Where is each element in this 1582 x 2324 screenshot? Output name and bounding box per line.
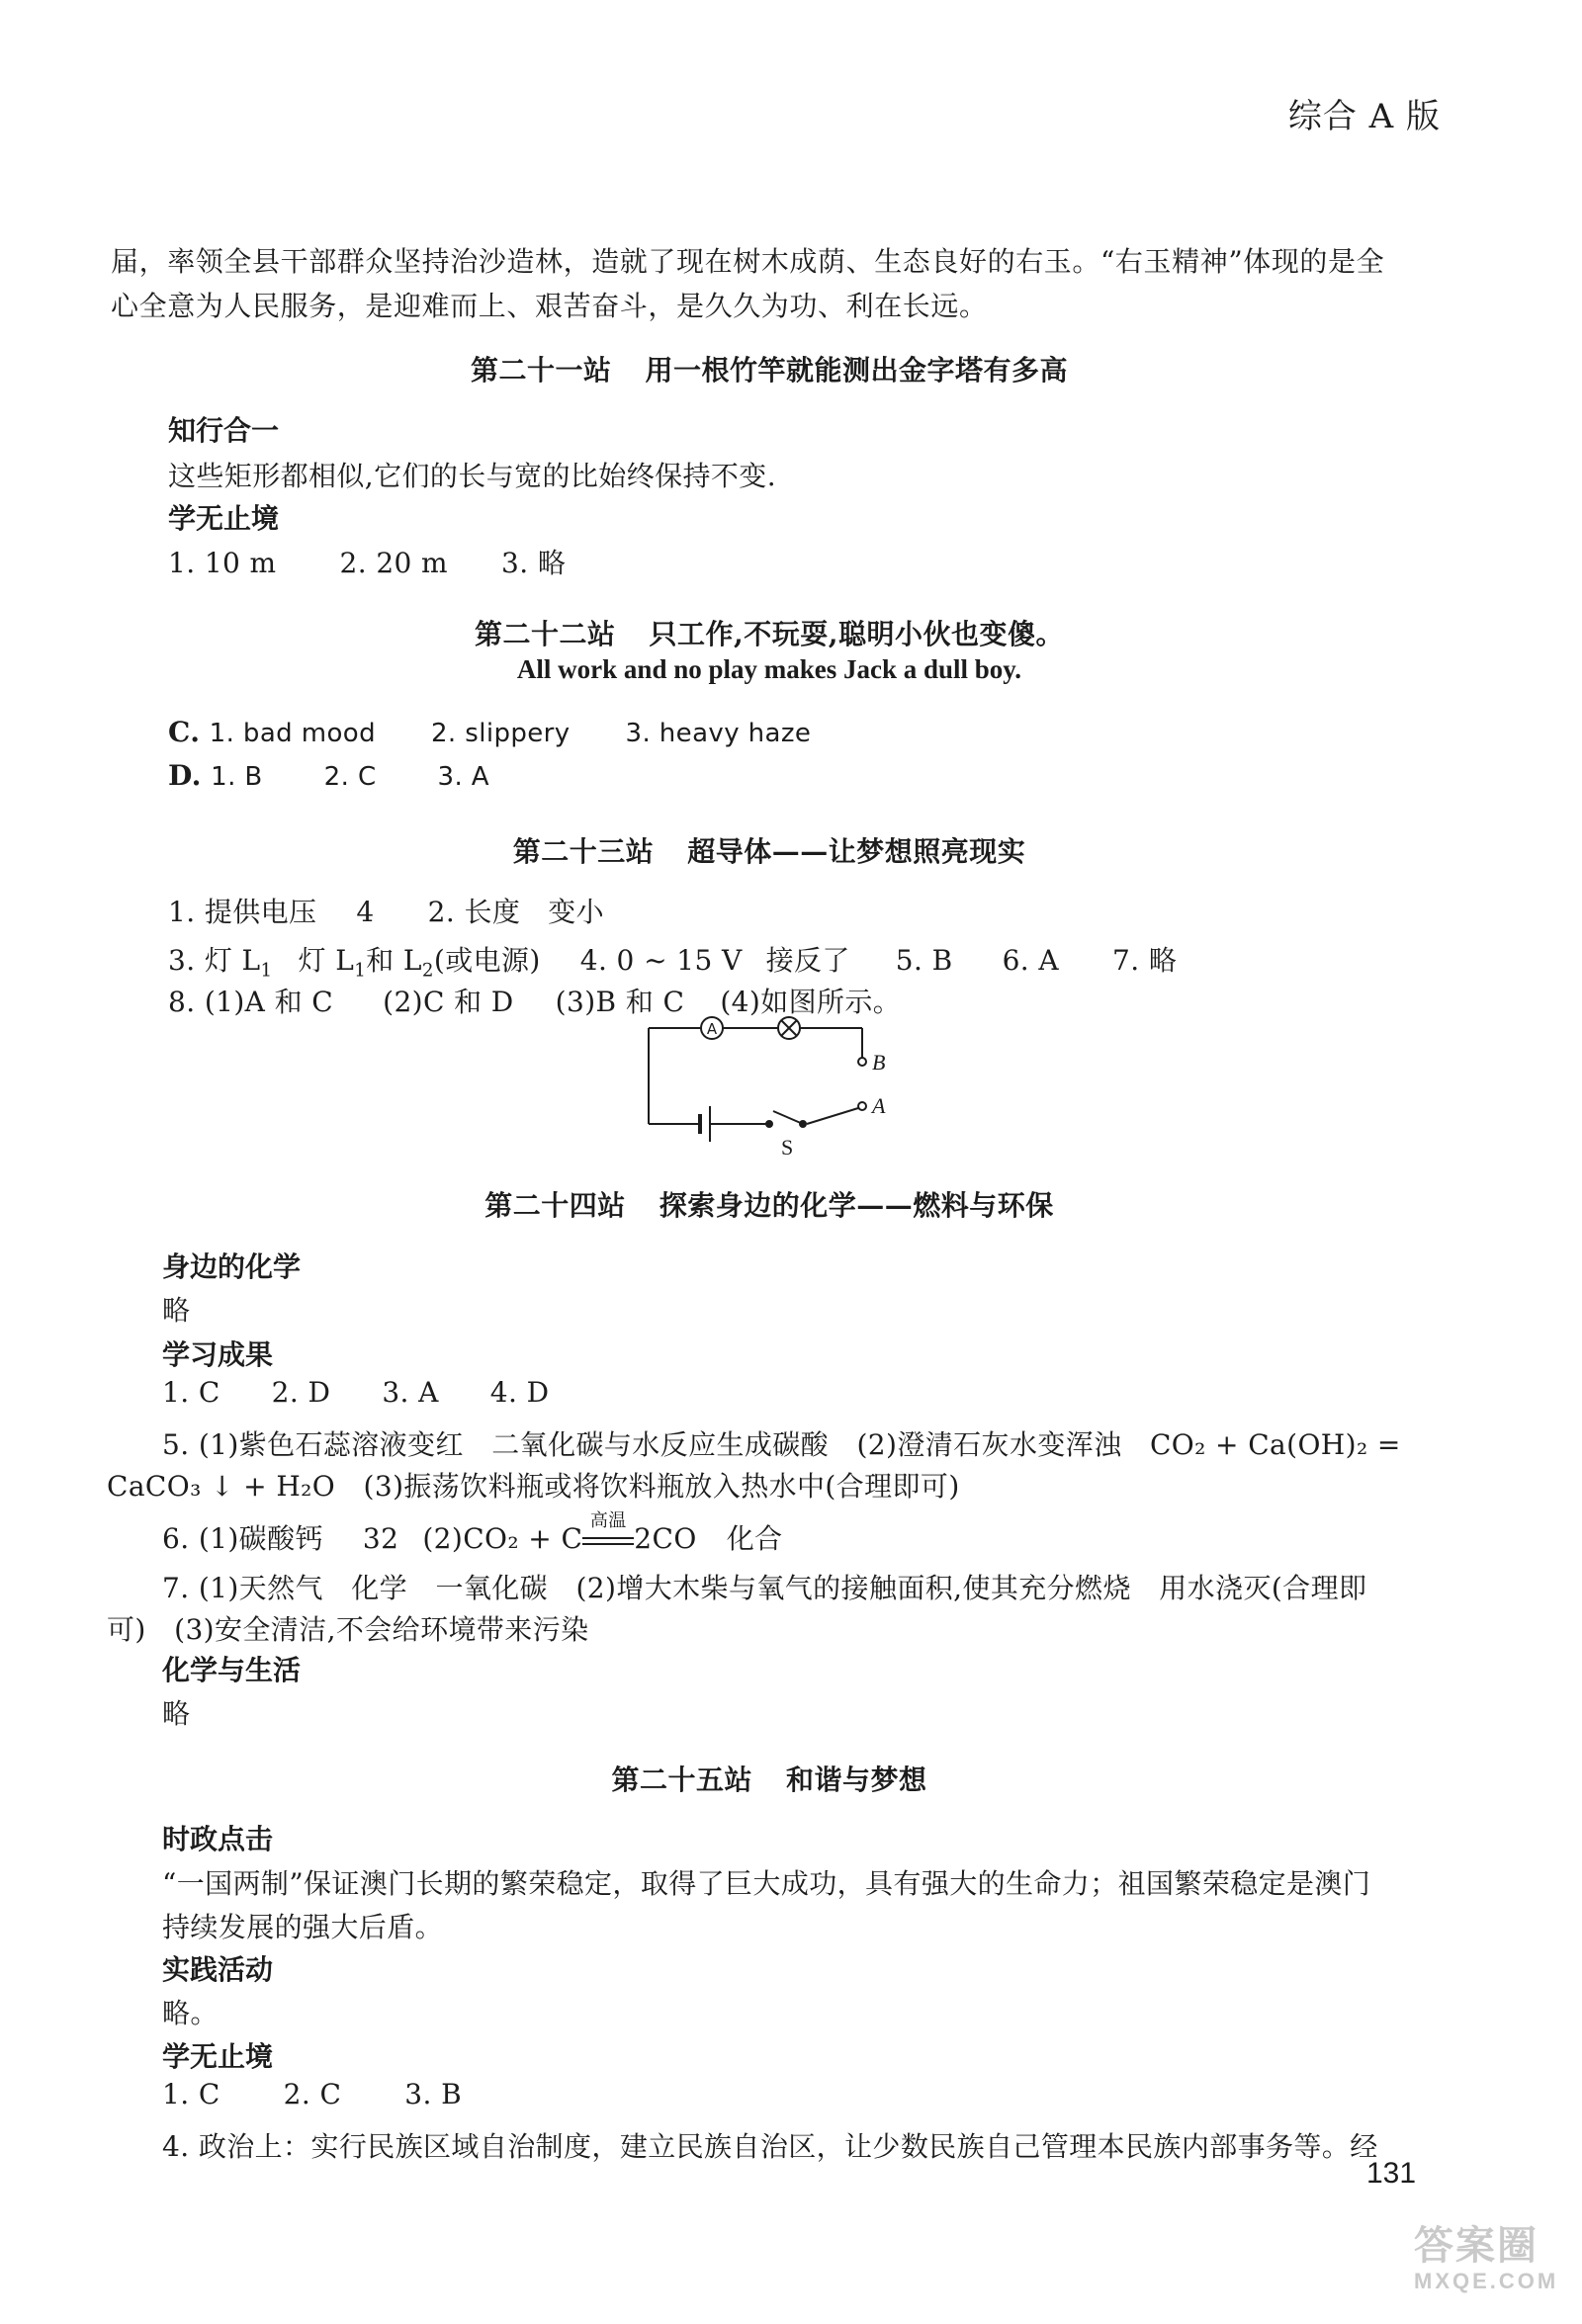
station-23-number: 第二十三站 xyxy=(512,835,655,868)
s23-line-1 xyxy=(168,891,604,930)
station-24-number: 第二十四站 xyxy=(484,1189,626,1222)
s24-q1: 1. C xyxy=(162,1376,220,1409)
intro-line-2: 心全意为人民服务，是迎难而上、艰苦奋斗，是久久为功、利在长远。 xyxy=(111,290,988,322)
s23-q3b: 灯 $L_1$和 $L_2$(或电源) xyxy=(298,944,541,982)
station-21-number: 第二十一站 xyxy=(470,354,612,387)
s23-q2: 2. 长度 xyxy=(427,896,521,928)
s23-q8-1: 8. (1)A 和 C xyxy=(168,986,334,1018)
s25-subheading-shijian: 实践活动 xyxy=(162,1953,274,1986)
s25-subheading-shizheng: 时政点击 xyxy=(162,1823,274,1855)
s25-subheading-xuewu: 学无止境 xyxy=(162,2040,274,2073)
s22-answers-d xyxy=(168,759,489,792)
station-21-heading xyxy=(0,349,1538,388)
s21-answer-1: 1. 10 m xyxy=(168,547,277,579)
station-23-title: 超导体——让梦想照亮现实 xyxy=(687,835,1026,868)
terminal-a-label: A xyxy=(872,1093,886,1118)
s24-q6-condition: 高温 xyxy=(582,1522,634,1555)
s23-q5: 5. B xyxy=(895,944,953,977)
s21-subheading-zhixing: 知行合一 xyxy=(168,414,280,447)
s25-text-1-line-1: “一国两制”保证澳门长期的繁荣稳定，取得了巨大成功，具有强大的生命力；祖国繁荣稳定是澳门 xyxy=(162,1867,1371,1900)
terminal-a-icon xyxy=(858,1102,866,1110)
station-25-heading xyxy=(0,1759,1538,1798)
page-number: 131 xyxy=(1366,2157,1417,2190)
s23-line-2 xyxy=(168,939,1177,982)
s24-q6-c: (2)CO₂ + C xyxy=(422,1522,583,1555)
watermark-logo: 答案圈 MXQE.COM xyxy=(1414,2224,1559,2293)
s24-subheading-chengguo: 学习成果 xyxy=(162,1338,274,1371)
s22-c-3: 3. heavy haze xyxy=(625,719,812,748)
s25-q3: 3. B xyxy=(404,2078,463,2110)
station-24-title: 探索身边的化学——燃料与环保 xyxy=(659,1189,1054,1222)
edition-label: 综合 A 版 xyxy=(1287,97,1441,136)
s22-c-1: 1. bad mood xyxy=(209,719,376,748)
s22-c-2: 2. slippery xyxy=(430,719,571,748)
s24-answers-1-4 xyxy=(162,1376,549,1409)
s23-q8-4: (4)如图所示。 xyxy=(720,986,902,1018)
s24-q4: 4. D xyxy=(489,1376,550,1409)
s21-answers xyxy=(168,542,566,581)
s24-q2: 2. D xyxy=(271,1376,331,1409)
station-23-heading xyxy=(0,830,1538,870)
s24-q7-line-1: 7. (1)天然气 化学 一氧化碳 (2)增大木柴与氧气的接触面积,使其充分燃烧 用水浇灭(合理即 xyxy=(162,1572,1367,1604)
s23-q8-3: (3)B 和 C xyxy=(555,986,685,1018)
s22-c-label: C. xyxy=(168,716,201,748)
s25-q1: 1. C xyxy=(162,2078,220,2110)
intro-line-1: 届，率领全县干部群众坚持治沙造林，造就了现在树木成荫、生态良好的右玉。“右玉精神”体现的是全 xyxy=(111,245,1385,278)
station-22-number: 第二十二站 xyxy=(474,618,616,650)
switch-blade-icon xyxy=(773,1111,803,1124)
ammeter-label: A xyxy=(706,1020,718,1038)
s24-q6-a: 6. (1)碳酸钙 xyxy=(162,1522,323,1555)
station-22-title: 只工作,不玩耍,聪明小伙也变傻。 xyxy=(649,618,1064,650)
s24-q3: 3. A xyxy=(382,1376,439,1409)
circuit-diagram xyxy=(633,1010,910,1159)
s25-q2: 2. C xyxy=(283,2078,342,2110)
s22-d-3: 3. A xyxy=(437,762,489,792)
s22-d-1: 1. B xyxy=(211,762,263,792)
s25-answers-1-3 xyxy=(162,2078,462,2110)
s23-q1: 1. 提供电压 xyxy=(168,896,317,928)
s24-subheading-shenghuo: 化学与生活 xyxy=(162,1654,302,1686)
s24-q6-e: 化合 xyxy=(726,1522,783,1555)
s23-q1-value: 4 xyxy=(356,896,375,928)
station-22-heading xyxy=(0,613,1538,652)
s23-q6: 6. A xyxy=(1002,944,1060,977)
s24-q6-b: 32 xyxy=(362,1522,399,1555)
s24-subheading-shenbian: 身边的化学 xyxy=(162,1250,302,1283)
s23-q3a: 3. 灯 $L_1$ xyxy=(168,944,273,982)
s24-q5-line-2: CaCO₃ ↓ + H₂O (3)振荡饮料瓶或将饮料瓶放入热水中(合理即可) xyxy=(107,1470,960,1503)
station-24-heading xyxy=(0,1184,1538,1224)
s24-q5-line-1: 5. (1)紫色石蕊溶液变红 二氧化碳与水反应生成碳酸 (2)澄清石灰水变浑浊 CO₂ + Ca(OH)₂ = xyxy=(162,1428,1401,1461)
switch-label: S xyxy=(781,1135,794,1159)
s22-d-label: D. xyxy=(168,759,202,792)
s21-answer-3: 3. 略 xyxy=(501,547,567,579)
terminal-b-icon xyxy=(858,1058,866,1066)
s24-q6-d: 2CO xyxy=(634,1522,697,1555)
station-21-title: 用一根竹竿就能测出金字塔有多高 xyxy=(645,354,1069,387)
s22-d-2: 2. C xyxy=(323,762,377,792)
station-25-title: 和谐与梦想 xyxy=(786,1764,927,1796)
circuit-bottom-wire-1 xyxy=(807,1108,858,1124)
terminal-b-label: B xyxy=(872,1050,886,1075)
s21-answer-2: 2. 20 m xyxy=(339,547,448,579)
s24-text-3: 略 xyxy=(162,1697,191,1730)
s21-text-1: 这些矩形都相似,它们的长与宽的比始终保持不变. xyxy=(168,460,777,492)
station-25-number: 第二十五站 xyxy=(611,1764,752,1796)
s25-text-2: 略。 xyxy=(162,1997,219,2029)
s25-q4: 4. 政治上：实行民族区域自治制度，建立民族自治区，让少数民族自己管理本民族内部事务等。经 xyxy=(162,2130,1378,2163)
s23-q4: 4. 0 ~ 15 V xyxy=(579,944,743,977)
station-22-english-title: All work and no play makes Jack a dull boy. xyxy=(516,654,1022,684)
s23-q4-note: 接反了 xyxy=(765,944,850,977)
s25-text-1-line-2: 持续发展的强大后盾。 xyxy=(162,1911,444,1943)
s24-q6 xyxy=(162,1510,783,1557)
s21-subheading-xuewu: 学无止境 xyxy=(168,502,280,535)
s24-q7-line-2: 可) (3)安全清洁,不会给环境带来污染 xyxy=(107,1613,589,1646)
s23-q2-value: 变小 xyxy=(548,896,605,928)
s24-text-1: 略 xyxy=(162,1294,191,1327)
s23-q8-2: (2)C 和 D xyxy=(383,986,514,1018)
s23-q7: 7. 略 xyxy=(1112,944,1178,977)
s22-answers-c xyxy=(168,716,811,748)
